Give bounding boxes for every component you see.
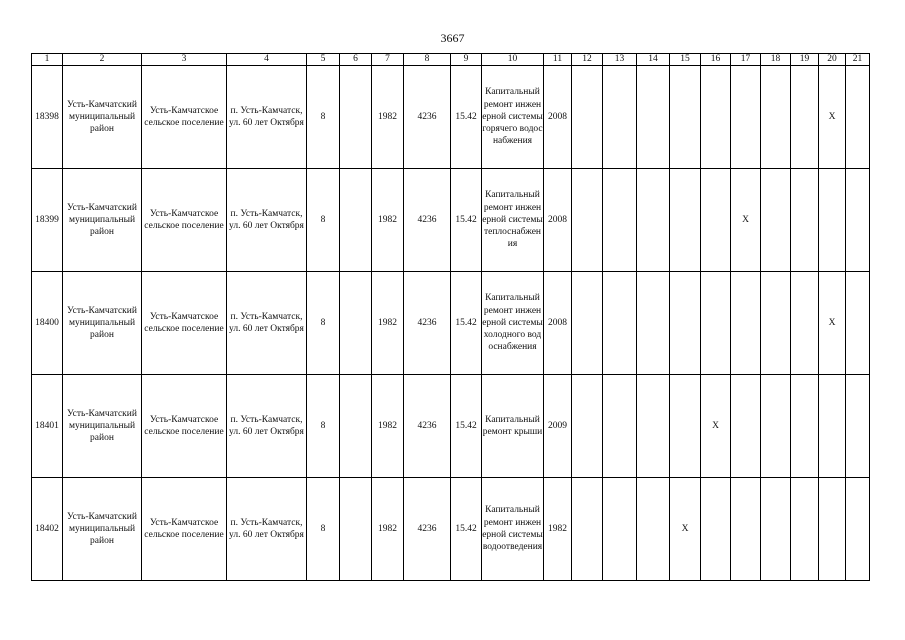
year-value: 1982 <box>372 66 404 169</box>
column-number: 8 <box>404 54 451 66</box>
work-type: Капитальный ремонт инженерной системы теплоснабжения <box>482 169 544 272</box>
record-number: 18402 <box>32 478 63 581</box>
table-row <box>32 478 870 581</box>
col-8-value: 4236 <box>404 478 451 581</box>
mark-cell <box>761 478 791 581</box>
mark-cell <box>701 169 731 272</box>
settlement: Усть-Камчатское сельское поселение <box>142 272 227 375</box>
address: п. Усть-Камчатск, ул. 60 лет Октября <box>227 66 307 169</box>
year-value: 1982 <box>372 272 404 375</box>
column-number: 3 <box>142 54 227 66</box>
mark-cell: X <box>731 169 761 272</box>
column-number: 7 <box>372 54 404 66</box>
mark-cell <box>572 375 603 478</box>
column-number: 11 <box>544 54 572 66</box>
column-number: 20 <box>819 54 846 66</box>
col-6-value <box>340 66 372 169</box>
address: п. Усть-Камчатск, ул. 60 лет Октября <box>227 169 307 272</box>
mark-cell <box>603 66 637 169</box>
year-value: 1982 <box>372 169 404 272</box>
table-row <box>32 66 870 169</box>
col-8-value: 4236 <box>404 66 451 169</box>
work-year: 2008 <box>544 66 572 169</box>
mark-cell <box>761 375 791 478</box>
address: п. Усть-Камчатск, ул. 60 лет Октября <box>227 272 307 375</box>
mark-cell <box>819 375 846 478</box>
mark-cell <box>637 169 670 272</box>
column-number: 4 <box>227 54 307 66</box>
work-year: 2009 <box>544 375 572 478</box>
work-type: Капитальный ремонт инженерной системы водоотведения <box>482 478 544 581</box>
work-type: Капитальный ремонт инженерной системы горячего водоснабжения <box>482 66 544 169</box>
mark-cell <box>701 66 731 169</box>
column-number: 12 <box>572 54 603 66</box>
mark-cell <box>572 478 603 581</box>
work-type: Капитальный ремонт инженерной системы холодного водоснабжения <box>482 272 544 375</box>
address: п. Усть-Камчатск, ул. 60 лет Октября <box>227 478 307 581</box>
column-number: 10 <box>482 54 544 66</box>
table-row <box>32 375 870 478</box>
register-body <box>32 54 870 581</box>
col-6-value <box>340 169 372 272</box>
year-value: 1982 <box>372 375 404 478</box>
municipal-district: Усть-Камчатский муниципальный район <box>63 272 142 375</box>
mark-cell <box>846 169 870 272</box>
mark-cell <box>761 66 791 169</box>
mark-cell <box>637 272 670 375</box>
mark-cell <box>603 375 637 478</box>
mark-cell <box>670 169 701 272</box>
municipal-district: Усть-Камчатский муниципальный район <box>63 375 142 478</box>
mark-cell <box>701 272 731 375</box>
column-number: 21 <box>846 54 870 66</box>
col-8-value: 4236 <box>404 272 451 375</box>
work-year: 2008 <box>544 169 572 272</box>
work-type: Капитальный ремонт крыши <box>482 375 544 478</box>
mark-cell <box>670 66 701 169</box>
mark-cell <box>603 169 637 272</box>
settlement: Усть-Камчатское сельское поселение <box>142 169 227 272</box>
col-9-value: 15.42 <box>451 169 482 272</box>
page-number: 3667 <box>440 31 465 45</box>
col-5-value: 8 <box>307 272 340 375</box>
mark-cell <box>572 272 603 375</box>
mark-cell <box>761 272 791 375</box>
mark-cell <box>819 169 846 272</box>
column-number: 2 <box>63 54 142 66</box>
col-6-value <box>340 272 372 375</box>
col-5-value: 8 <box>307 66 340 169</box>
record-number: 18399 <box>32 169 63 272</box>
settlement: Усть-Камчатское сельское поселение <box>142 478 227 581</box>
mark-cell: X <box>819 66 846 169</box>
mark-cell <box>761 169 791 272</box>
mark-cell <box>572 169 603 272</box>
work-year: 2008 <box>544 272 572 375</box>
column-number: 15 <box>670 54 701 66</box>
column-number: 5 <box>307 54 340 66</box>
col-5-value: 8 <box>307 375 340 478</box>
column-number: 16 <box>701 54 731 66</box>
col-8-value: 4236 <box>404 375 451 478</box>
record-number: 18400 <box>32 272 63 375</box>
column-number: 13 <box>603 54 637 66</box>
mark-cell <box>731 478 761 581</box>
mark-cell <box>846 478 870 581</box>
record-number: 18398 <box>32 66 63 169</box>
municipal-district: Усть-Камчатский муниципальный район <box>63 169 142 272</box>
col-5-value: 8 <box>307 478 340 581</box>
mark-cell <box>670 375 701 478</box>
municipal-district: Усть-Камчатский муниципальный район <box>63 478 142 581</box>
mark-cell <box>572 66 603 169</box>
municipal-district: Усть-Камчатский муниципальный район <box>63 66 142 169</box>
column-number: 1 <box>32 54 63 66</box>
col-9-value: 15.42 <box>451 272 482 375</box>
col-9-value: 15.42 <box>451 375 482 478</box>
mark-cell <box>791 272 819 375</box>
mark-cell <box>846 66 870 169</box>
mark-cell <box>637 66 670 169</box>
mark-cell: X <box>701 375 731 478</box>
mark-cell <box>637 478 670 581</box>
column-number: 14 <box>637 54 670 66</box>
mark-cell <box>731 272 761 375</box>
record-number: 18401 <box>32 375 63 478</box>
year-value: 1982 <box>372 478 404 581</box>
col-9-value: 15.42 <box>451 66 482 169</box>
column-number: 18 <box>761 54 791 66</box>
settlement: Усть-Камчатское сельское поселение <box>142 66 227 169</box>
register-table <box>31 53 870 581</box>
col-9-value: 15.42 <box>451 478 482 581</box>
mark-cell <box>791 375 819 478</box>
mark-cell <box>846 375 870 478</box>
mark-cell <box>603 478 637 581</box>
mark-cell <box>670 272 701 375</box>
mark-cell <box>791 169 819 272</box>
mark-cell <box>731 66 761 169</box>
col-5-value: 8 <box>307 169 340 272</box>
table-row <box>32 169 870 272</box>
work-year: 1982 <box>544 478 572 581</box>
mark-cell <box>791 66 819 169</box>
address: п. Усть-Камчатск, ул. 60 лет Октября <box>227 375 307 478</box>
column-number: 19 <box>791 54 819 66</box>
mark-cell <box>846 272 870 375</box>
mark-cell <box>701 478 731 581</box>
col-8-value: 4236 <box>404 169 451 272</box>
col-6-value <box>340 478 372 581</box>
mark-cell: X <box>819 272 846 375</box>
mark-cell: X <box>670 478 701 581</box>
mark-cell <box>637 375 670 478</box>
table-row <box>32 272 870 375</box>
settlement: Усть-Камчатское сельское поселение <box>142 375 227 478</box>
column-number-row <box>32 54 870 66</box>
column-number: 9 <box>451 54 482 66</box>
mark-cell <box>603 272 637 375</box>
column-number: 6 <box>340 54 372 66</box>
mark-cell <box>731 375 761 478</box>
mark-cell <box>819 478 846 581</box>
mark-cell <box>791 478 819 581</box>
col-6-value <box>340 375 372 478</box>
column-number: 17 <box>731 54 761 66</box>
